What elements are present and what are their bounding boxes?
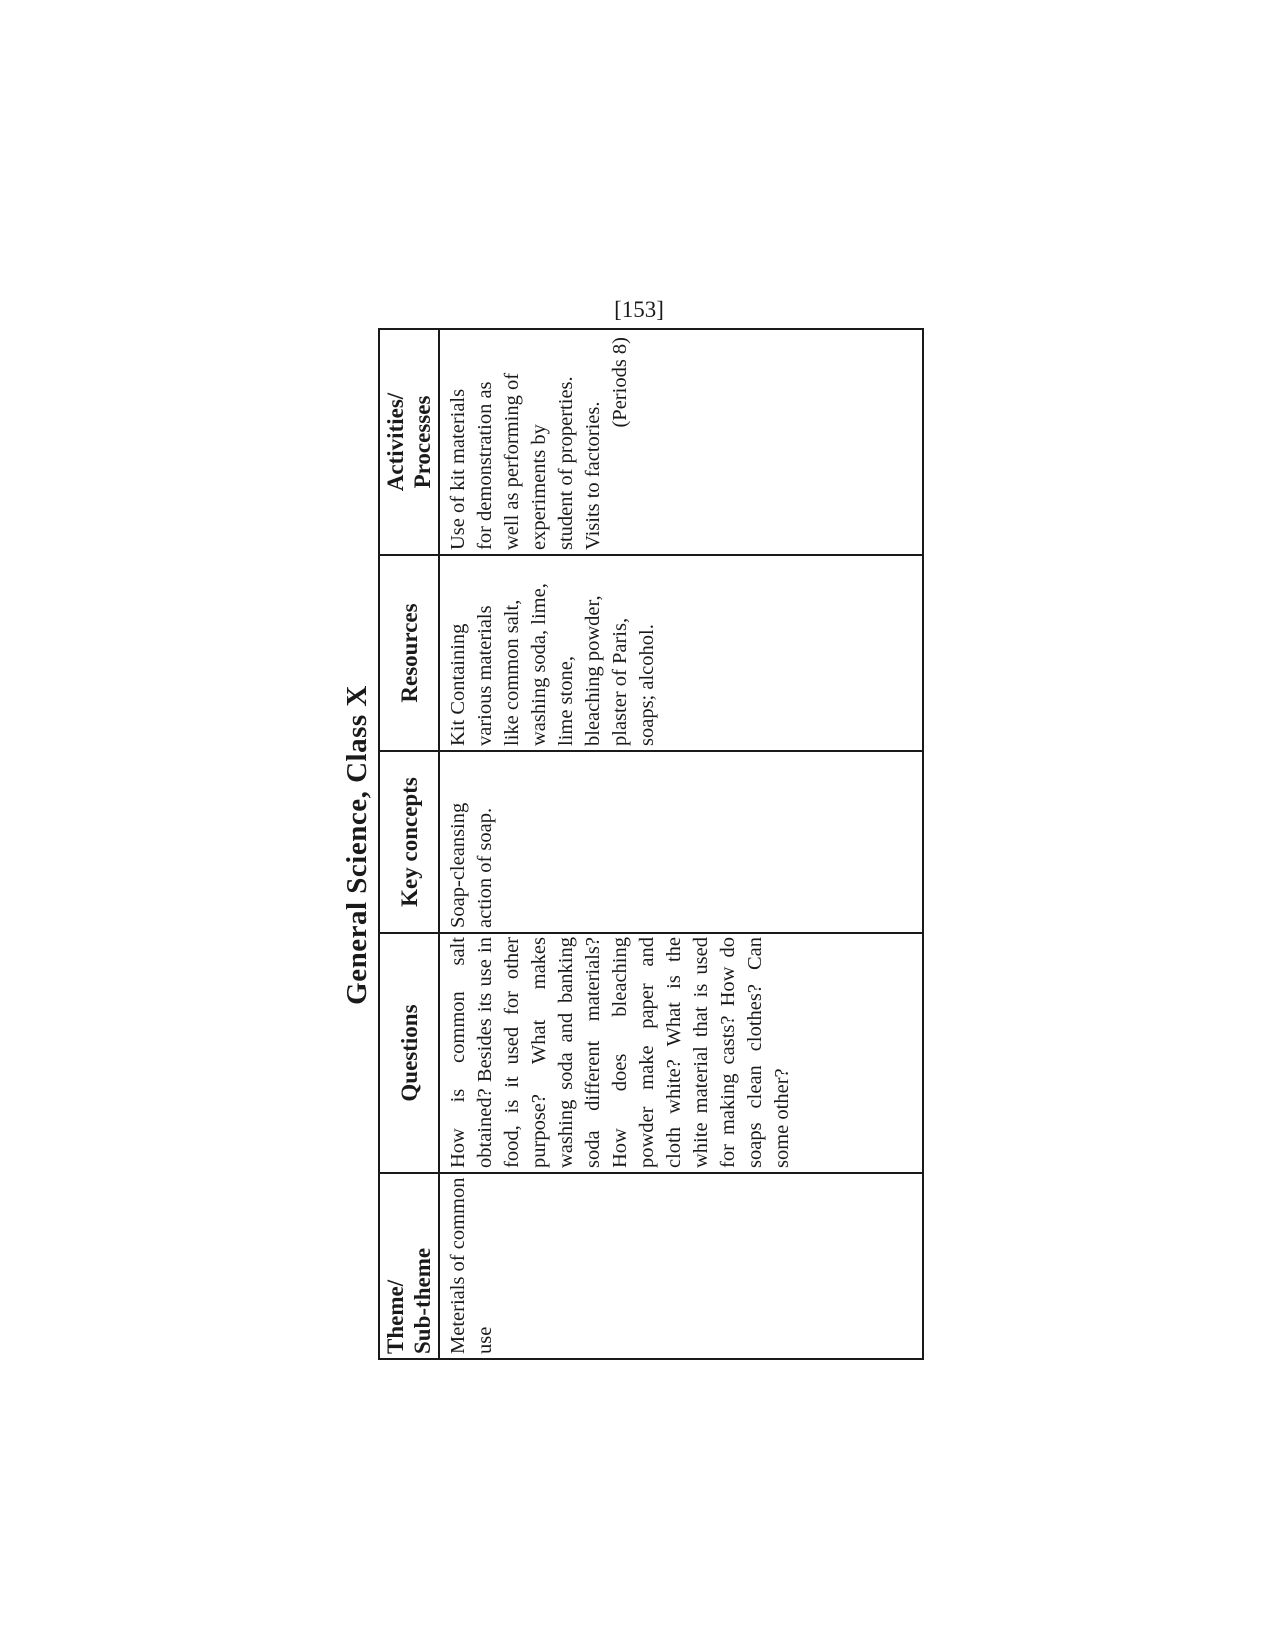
header-resources: Resources xyxy=(379,555,439,751)
header-questions: Questions xyxy=(379,933,439,1173)
page-number-box xyxy=(569,290,709,330)
cell-key-concepts: Soap-cleansing action of soap. xyxy=(439,751,923,933)
cell-activities xyxy=(439,329,923,555)
header-theme: Theme/ Sub-theme xyxy=(379,1173,439,1359)
activities-text: Use of kit materials for demonstration as well as performing of experiments by student of properties. Visits to factories. xyxy=(447,372,604,550)
periods-label: (Periods 8) xyxy=(609,337,631,428)
table-header-row xyxy=(379,329,439,1359)
header-key-concepts: Key concepts xyxy=(379,751,439,933)
cell-theme: Meterials of common use xyxy=(439,1173,923,1359)
header-activities: Activities/ Processes xyxy=(379,329,439,555)
table-row xyxy=(439,329,923,1359)
page-title: General Science, Class X xyxy=(341,685,373,1005)
cell-questions: How is common salt obtained? Besides its use in food, is it used for other purpose? What makes washing soda and banking soda different materials? How does bleaching powder make paper and cloth white? What is the white material that is used for making casts? How do soaps clean clothes? Can some other? xyxy=(439,933,923,1173)
cell-resources: Kit Containing various materials like common salt, washing soda, lime, lime stone, bleaching powder, plaster of Paris, soaps; alcohol. xyxy=(439,555,923,751)
page-number: [153] xyxy=(614,296,664,322)
syllabus-table xyxy=(378,328,924,1360)
rotated-page-content xyxy=(339,290,939,1360)
